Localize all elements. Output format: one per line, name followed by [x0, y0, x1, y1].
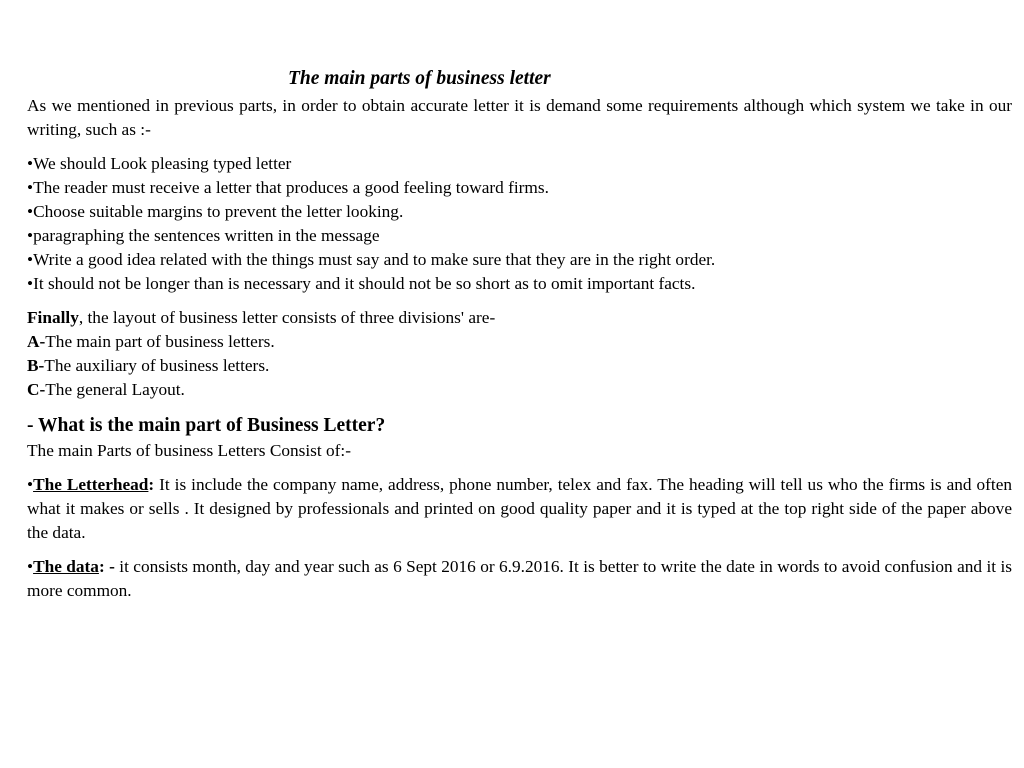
bullet-icon: • [27, 475, 34, 494]
divisions-section [27, 306, 1012, 402]
division-item: C-The general Layout. [27, 380, 185, 399]
section-heading: - What is the main part of Business Letter? [27, 415, 386, 436]
bullet-icon: • [27, 557, 34, 576]
finally-line: Finally, the layout of business letter consists of three divisions' are- [27, 308, 496, 327]
bullet-icon: • [27, 154, 34, 173]
bullet-icon: • [27, 178, 34, 197]
requirements-list [27, 152, 1012, 296]
date-label: The data [33, 557, 99, 576]
bullet-icon: • [27, 250, 34, 269]
bullet-icon: • [27, 226, 34, 245]
date-paragraph: •The data: - it consists month, day and year such as 6 Sept 2016 or 6.9.2016. It is better to write the date in words to avoid confusion and it is more common. [27, 557, 1012, 600]
bullet-icon: • [27, 202, 34, 221]
bullet-icon: • [27, 274, 34, 293]
consist-line: The main Parts of business Letters Consist of:- [27, 441, 351, 460]
list-item: •paragraphing the sentences written in the message [27, 226, 380, 245]
division-item: B-The auxiliary of business letters. [27, 356, 270, 375]
list-item: •Write a good idea related with the things must say and to make sure that they are in the right order. [27, 250, 716, 269]
list-item: •Choose suitable margins to prevent the letter looking. [27, 202, 404, 221]
finally-label: Finally [27, 308, 79, 327]
list-item: •It should not be longer than is necessary and it should not be so short as to omit important facts. [27, 274, 696, 293]
letterhead-label: The Letterhead [33, 475, 149, 494]
letterhead-paragraph: •The Letterhead: It is include the company name, address, phone number, telex and fax. The heading will tell us who the firms is and often what it makes or sells . It designed by professionals and printed on good quality paper and it is typed at the top right side of the paper above the data. [27, 475, 1012, 542]
list-item: •We should Look pleasing typed letter [27, 154, 292, 173]
document-page [27, 62, 1012, 603]
division-item: A-The main part of business letters. [27, 332, 275, 351]
page-title: The main parts of business letter [288, 68, 551, 89]
intro-paragraph: As we mentioned in previous parts, in order to obtain accurate letter it is demand some requirements although which system we take in our writing, such as :- [27, 96, 1012, 139]
list-item: •The reader must receive a letter that produces a good feeling toward firms. [27, 178, 549, 197]
